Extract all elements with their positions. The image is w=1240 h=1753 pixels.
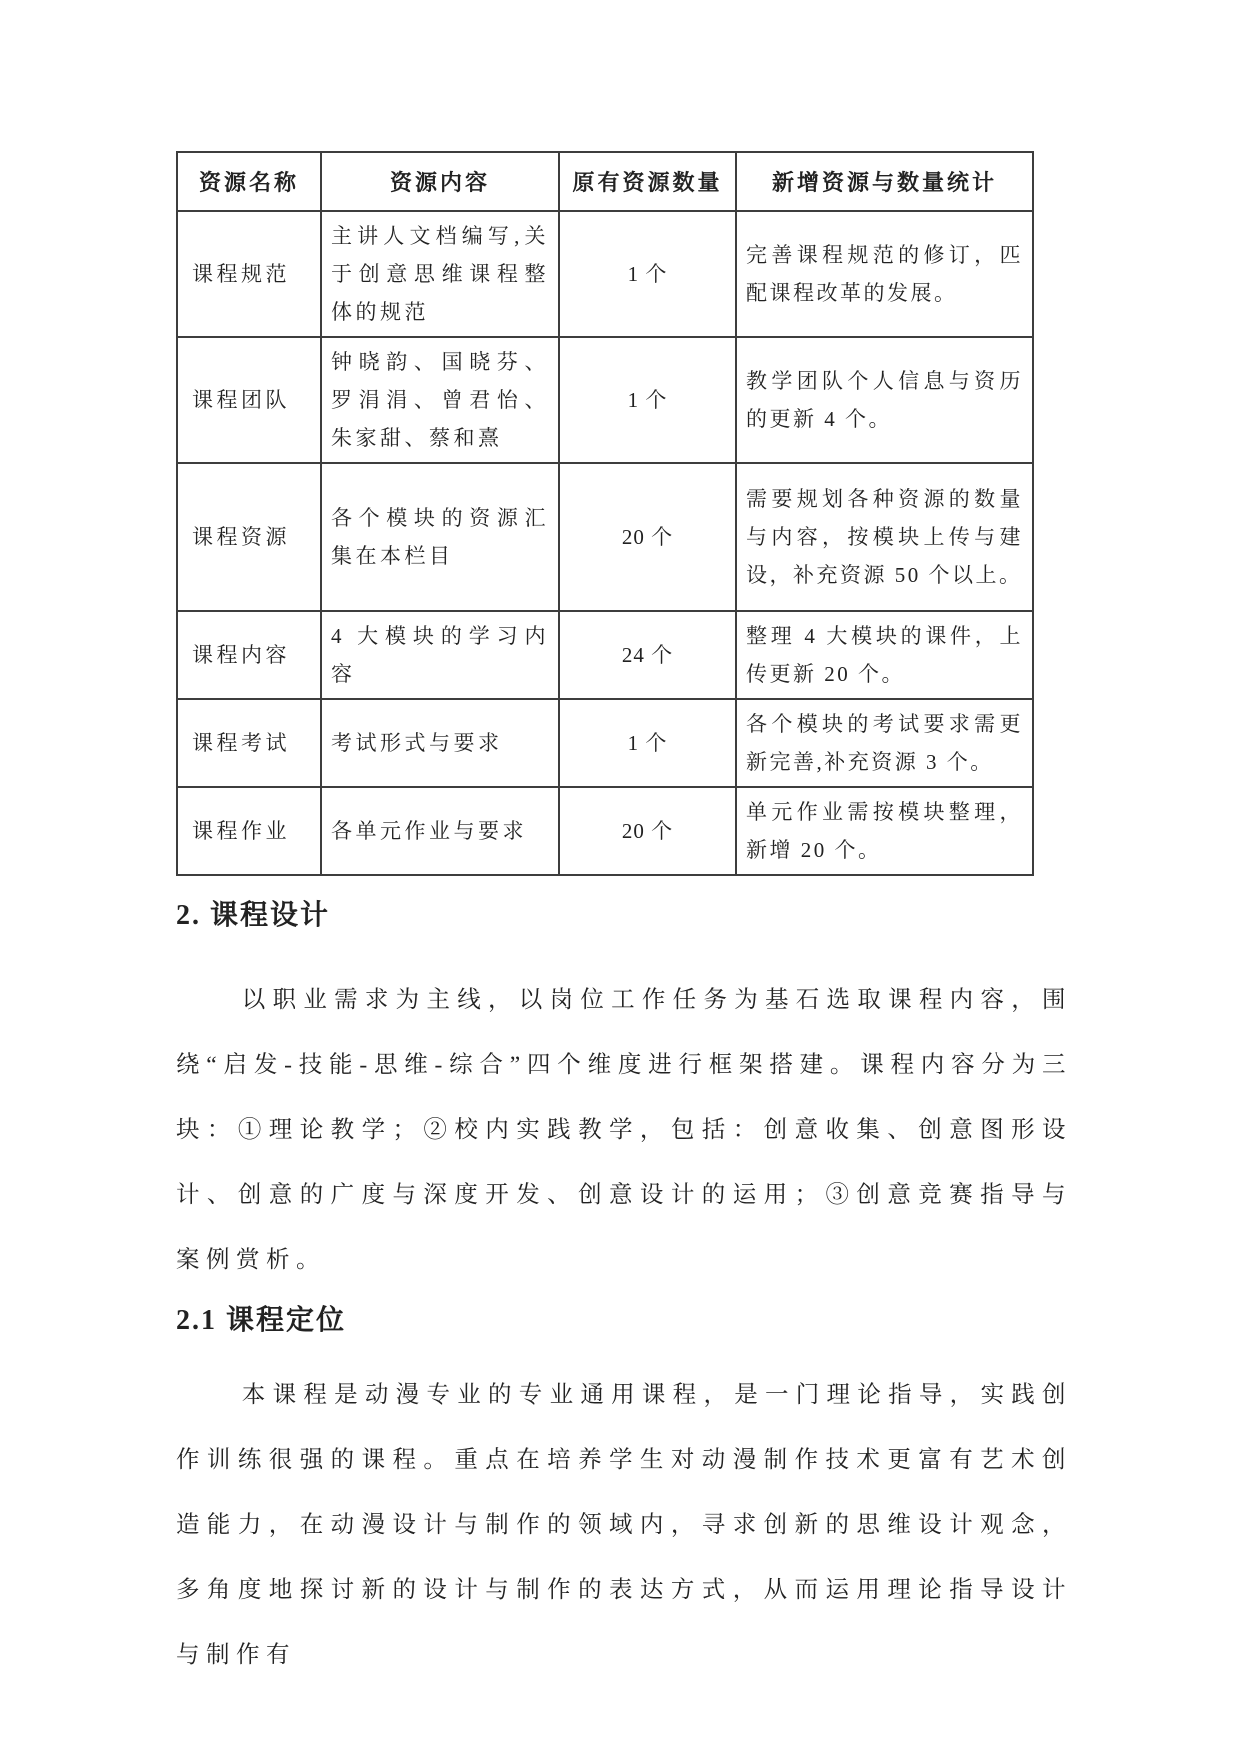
cell-resource-content: 4 大模块的学习内容 xyxy=(321,611,559,699)
col-header-new-stats: 新增资源与数量统计 xyxy=(736,152,1033,211)
cell-original-count: 20 个 xyxy=(559,787,736,875)
cell-resource-name: 课程考试 xyxy=(177,699,321,787)
cell-resource-content: 主讲人文档编写,关于创意思维课程整体的规范 xyxy=(321,211,559,337)
cell-resource-name: 课程资源 xyxy=(177,463,321,611)
table-row xyxy=(177,337,1033,463)
paragraph-course-positioning: 本课程是动漫专业的专业通用课程，是一门理论指导，实践创作训练很强的课程。重点在培养学生对动漫制作技术更富有艺术创造能力，在动漫设计与制作的领域内，寻求创新的思维设计观念，多角度地探讨新的设计与制作的表达方式，从而运用理论指导设计与制作有 xyxy=(176,1382,1072,1668)
table-header-row xyxy=(177,152,1033,211)
cell-new-stats: 整理 4 大模块的课件，上传更新 20 个。 xyxy=(736,611,1033,699)
table-row xyxy=(177,463,1033,611)
table-row xyxy=(177,211,1033,337)
cell-new-stats: 教学团队个人信息与资历的更新 4 个。 xyxy=(736,337,1033,463)
table-row xyxy=(177,611,1033,699)
cell-original-count: 20 个 xyxy=(559,463,736,611)
cell-resource-name: 课程规范 xyxy=(177,211,321,337)
col-header-original-count: 原有资源数量 xyxy=(559,152,736,211)
table-row xyxy=(177,699,1033,787)
table-row xyxy=(177,787,1033,875)
col-header-resource-content: 资源内容 xyxy=(321,152,559,211)
cell-resource-name: 课程内容 xyxy=(177,611,321,699)
cell-original-count: 1 个 xyxy=(559,699,736,787)
resource-table xyxy=(176,151,1034,876)
cell-new-stats: 各个模块的考试要求需更新完善,补充资源 3 个。 xyxy=(736,699,1033,787)
section-heading-course-design: 2. 课程设计 xyxy=(176,900,331,931)
cell-resource-content: 考试形式与要求 xyxy=(321,699,559,787)
cell-resource-name: 课程作业 xyxy=(177,787,321,875)
cell-new-stats: 需要规划各种资源的数量与内容，按模块上传与建设，补充资源 50 个以上。 xyxy=(736,463,1033,611)
cell-resource-content: 钟晓韵、国晓芬、罗涓涓、曾君怡、朱家甜、蔡和熹 xyxy=(321,337,559,463)
cell-new-stats: 单元作业需按模块整理，新增 20 个。 xyxy=(736,787,1033,875)
cell-resource-content: 各单元作业与要求 xyxy=(321,787,559,875)
cell-resource-name: 课程团队 xyxy=(177,337,321,463)
cell-resource-content: 各个模块的资源汇集在本栏目 xyxy=(321,463,559,611)
cell-new-stats: 完善课程规范的修订，匹配课程改革的发展。 xyxy=(736,211,1033,337)
cell-original-count: 1 个 xyxy=(559,211,736,337)
cell-original-count: 24 个 xyxy=(559,611,736,699)
section-heading-course-positioning: 2.1 课程定位 xyxy=(176,1305,347,1336)
paragraph-course-design: 以职业需求为主线，以岗位工作任务为基石选取课程内容，围绕“启发-技能-思维-综合”四个维度进行框架搭建。课程内容分为三块：①理论教学；②校内实践教学，包括：创意收集、创意图形设计、创意的广度与深度开发、创意设计的运用；③创意竞赛指导与案例赏析。 xyxy=(176,987,1072,1273)
cell-original-count: 1 个 xyxy=(559,337,736,463)
col-header-resource-name: 资源名称 xyxy=(177,152,321,211)
